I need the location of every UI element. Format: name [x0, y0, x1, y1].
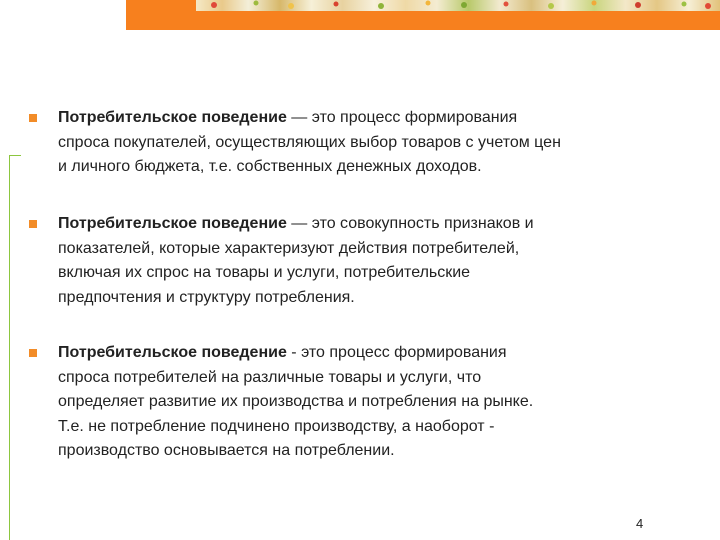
bullet-3-line-2: спроса потребителей на различные товары и услуги, что: [58, 368, 482, 386]
bullet-1-line-1: [58, 106, 698, 131]
bullet-text-1: [58, 106, 698, 180]
definition-start: — это процесс формирования: [286, 109, 518, 126]
definition-start: - это процесс формирования: [286, 344, 507, 361]
page-number: 4: [636, 516, 644, 531]
bullet-2-line-4: предпочтения и структуру потребления.: [58, 288, 355, 306]
left-green-bracket: [9, 155, 21, 540]
bullet-3-line-1: [58, 341, 698, 366]
header-banner: [126, 0, 720, 36]
bullet-1-line-3: и личного бюджета, т.е. собственных денежных доходов.: [58, 158, 482, 175]
header-photo-decoration: [196, 0, 720, 11]
bullet-2-line-2: показателей, которые характеризуют действия потребителей,: [58, 239, 520, 257]
bullet-square-icon: [29, 114, 37, 122]
header-white-gap: [126, 30, 720, 36]
bullet-3-line-4: Т.е. не потребление подчинено производству, а наоборот -: [58, 417, 495, 435]
bullet-text-3: [58, 341, 698, 464]
bullet-2-line-1: [58, 212, 698, 237]
bullet-text-2: [58, 212, 698, 310]
term: Потребительское поведение: [58, 109, 287, 126]
term: Потребительское поведение: [58, 344, 287, 361]
definition-start: — это совокупность признаков и: [286, 215, 534, 232]
header-blank-area: [0, 0, 126, 36]
bullet-1-line-2: спроса покупателей, осуществляющих выбор товаров с учетом цен: [58, 133, 561, 151]
bullet-3-line-3: определяет развитие их производства и потребления на рынке.: [58, 393, 534, 410]
term: Потребительское поведение: [58, 215, 287, 232]
bullet-2-line-3: включая их спрос на товары и услуги, потребительские: [58, 264, 471, 281]
bullet-3-line-5: производство основывается на потреблении.: [58, 442, 395, 459]
bullet-square-icon: [29, 349, 37, 357]
bullet-square-icon: [29, 220, 37, 228]
